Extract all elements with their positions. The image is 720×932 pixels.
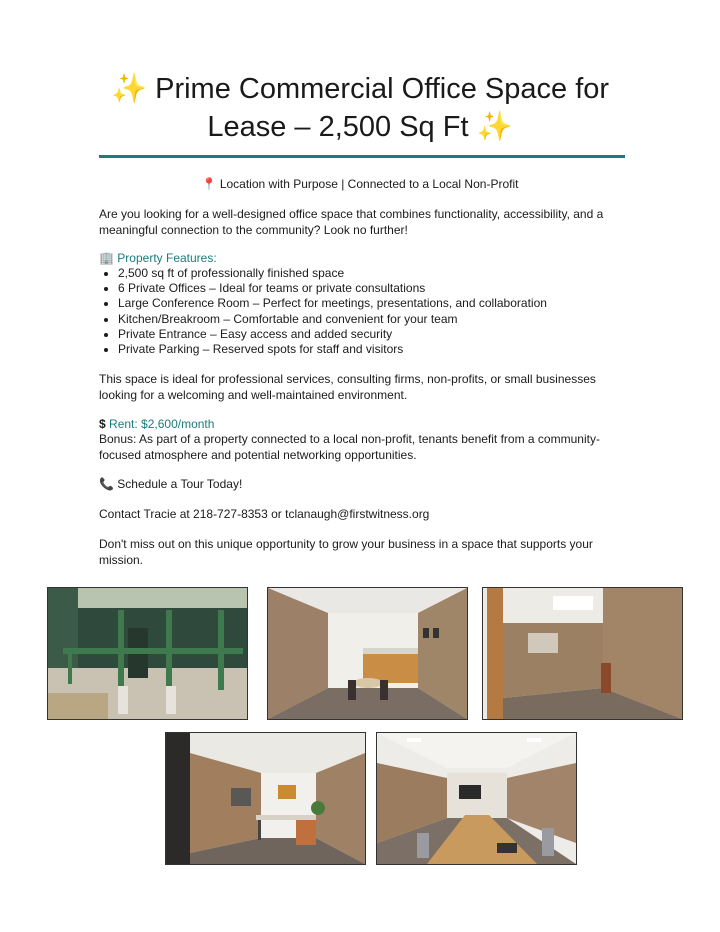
page-title bbox=[96, 70, 624, 146]
building-icon: 🏢 bbox=[99, 251, 114, 265]
location-line bbox=[99, 177, 621, 191]
closing-paragraph: Don't miss out on this unique opportunity to grow your business in a space that supports your mission. bbox=[99, 537, 593, 567]
tour-text: Schedule a Tour Today! bbox=[117, 477, 243, 491]
photo-exterior-entrance bbox=[47, 587, 248, 720]
dollar-icon: $ bbox=[99, 417, 106, 431]
list-item: • 6 Private Offices – Ideal for teams or private consultations bbox=[118, 281, 640, 296]
list-item: • 2,500 sq ft of professionally finished space bbox=[118, 266, 640, 281]
rent-label: Rent: $2,600/month bbox=[109, 417, 215, 431]
list-item: • Kitchen/Breakroom – Comfortable and convenient for your team bbox=[118, 312, 640, 327]
intro-paragraph: Are you looking for a well-designed office space that combines functionality, accessibility, and a meaningful connection to the community? Look no further! bbox=[99, 207, 604, 237]
list-item: • Large Conference Room – Perfect for meetings, presentations, and collaboration bbox=[118, 296, 640, 311]
sparkle-icon: ✨ bbox=[110, 73, 148, 105]
contact-line: Contact Tracie at 218-727-8353 or tclanaugh@firstwitness.org bbox=[99, 507, 430, 521]
location-text: Location with Purpose | Connected to a Local Non-Profit bbox=[219, 177, 519, 191]
phone-icon: 📞 bbox=[99, 477, 114, 491]
tour-line bbox=[99, 477, 621, 493]
photo-conference-room bbox=[376, 732, 577, 865]
ideal-paragraph: This space is ideal for professional services, consulting firms, non-profits, or small businesses looking for a welcoming and well-maintained environment. bbox=[99, 372, 596, 402]
features-list bbox=[99, 266, 640, 357]
features-heading bbox=[99, 251, 621, 267]
title-line-2: Lease – 2,500 Sq Ft bbox=[207, 111, 469, 143]
photo-kitchen-breakroom bbox=[267, 587, 468, 720]
features-heading-text: Property Features: bbox=[117, 251, 217, 265]
title-line-1: Prime Commercial Office Space for bbox=[155, 73, 610, 105]
list-item: • Private Parking – Reserved spots for staff and visitors bbox=[118, 342, 640, 357]
bonus-paragraph: Bonus: As part of a property connected to a local non-profit, tenants benefit from a community-focused atmosphere and potential networking opportunities. bbox=[99, 432, 600, 462]
title-divider bbox=[99, 155, 625, 158]
rent-line bbox=[99, 417, 621, 433]
pin-icon: 📍 bbox=[201, 177, 217, 191]
photo-stone-office bbox=[482, 587, 683, 720]
list-item: • Private Entrance – Easy access and added security bbox=[118, 327, 640, 342]
sparkle-icon: ✨ bbox=[476, 111, 513, 143]
photo-office-desk bbox=[165, 732, 366, 865]
